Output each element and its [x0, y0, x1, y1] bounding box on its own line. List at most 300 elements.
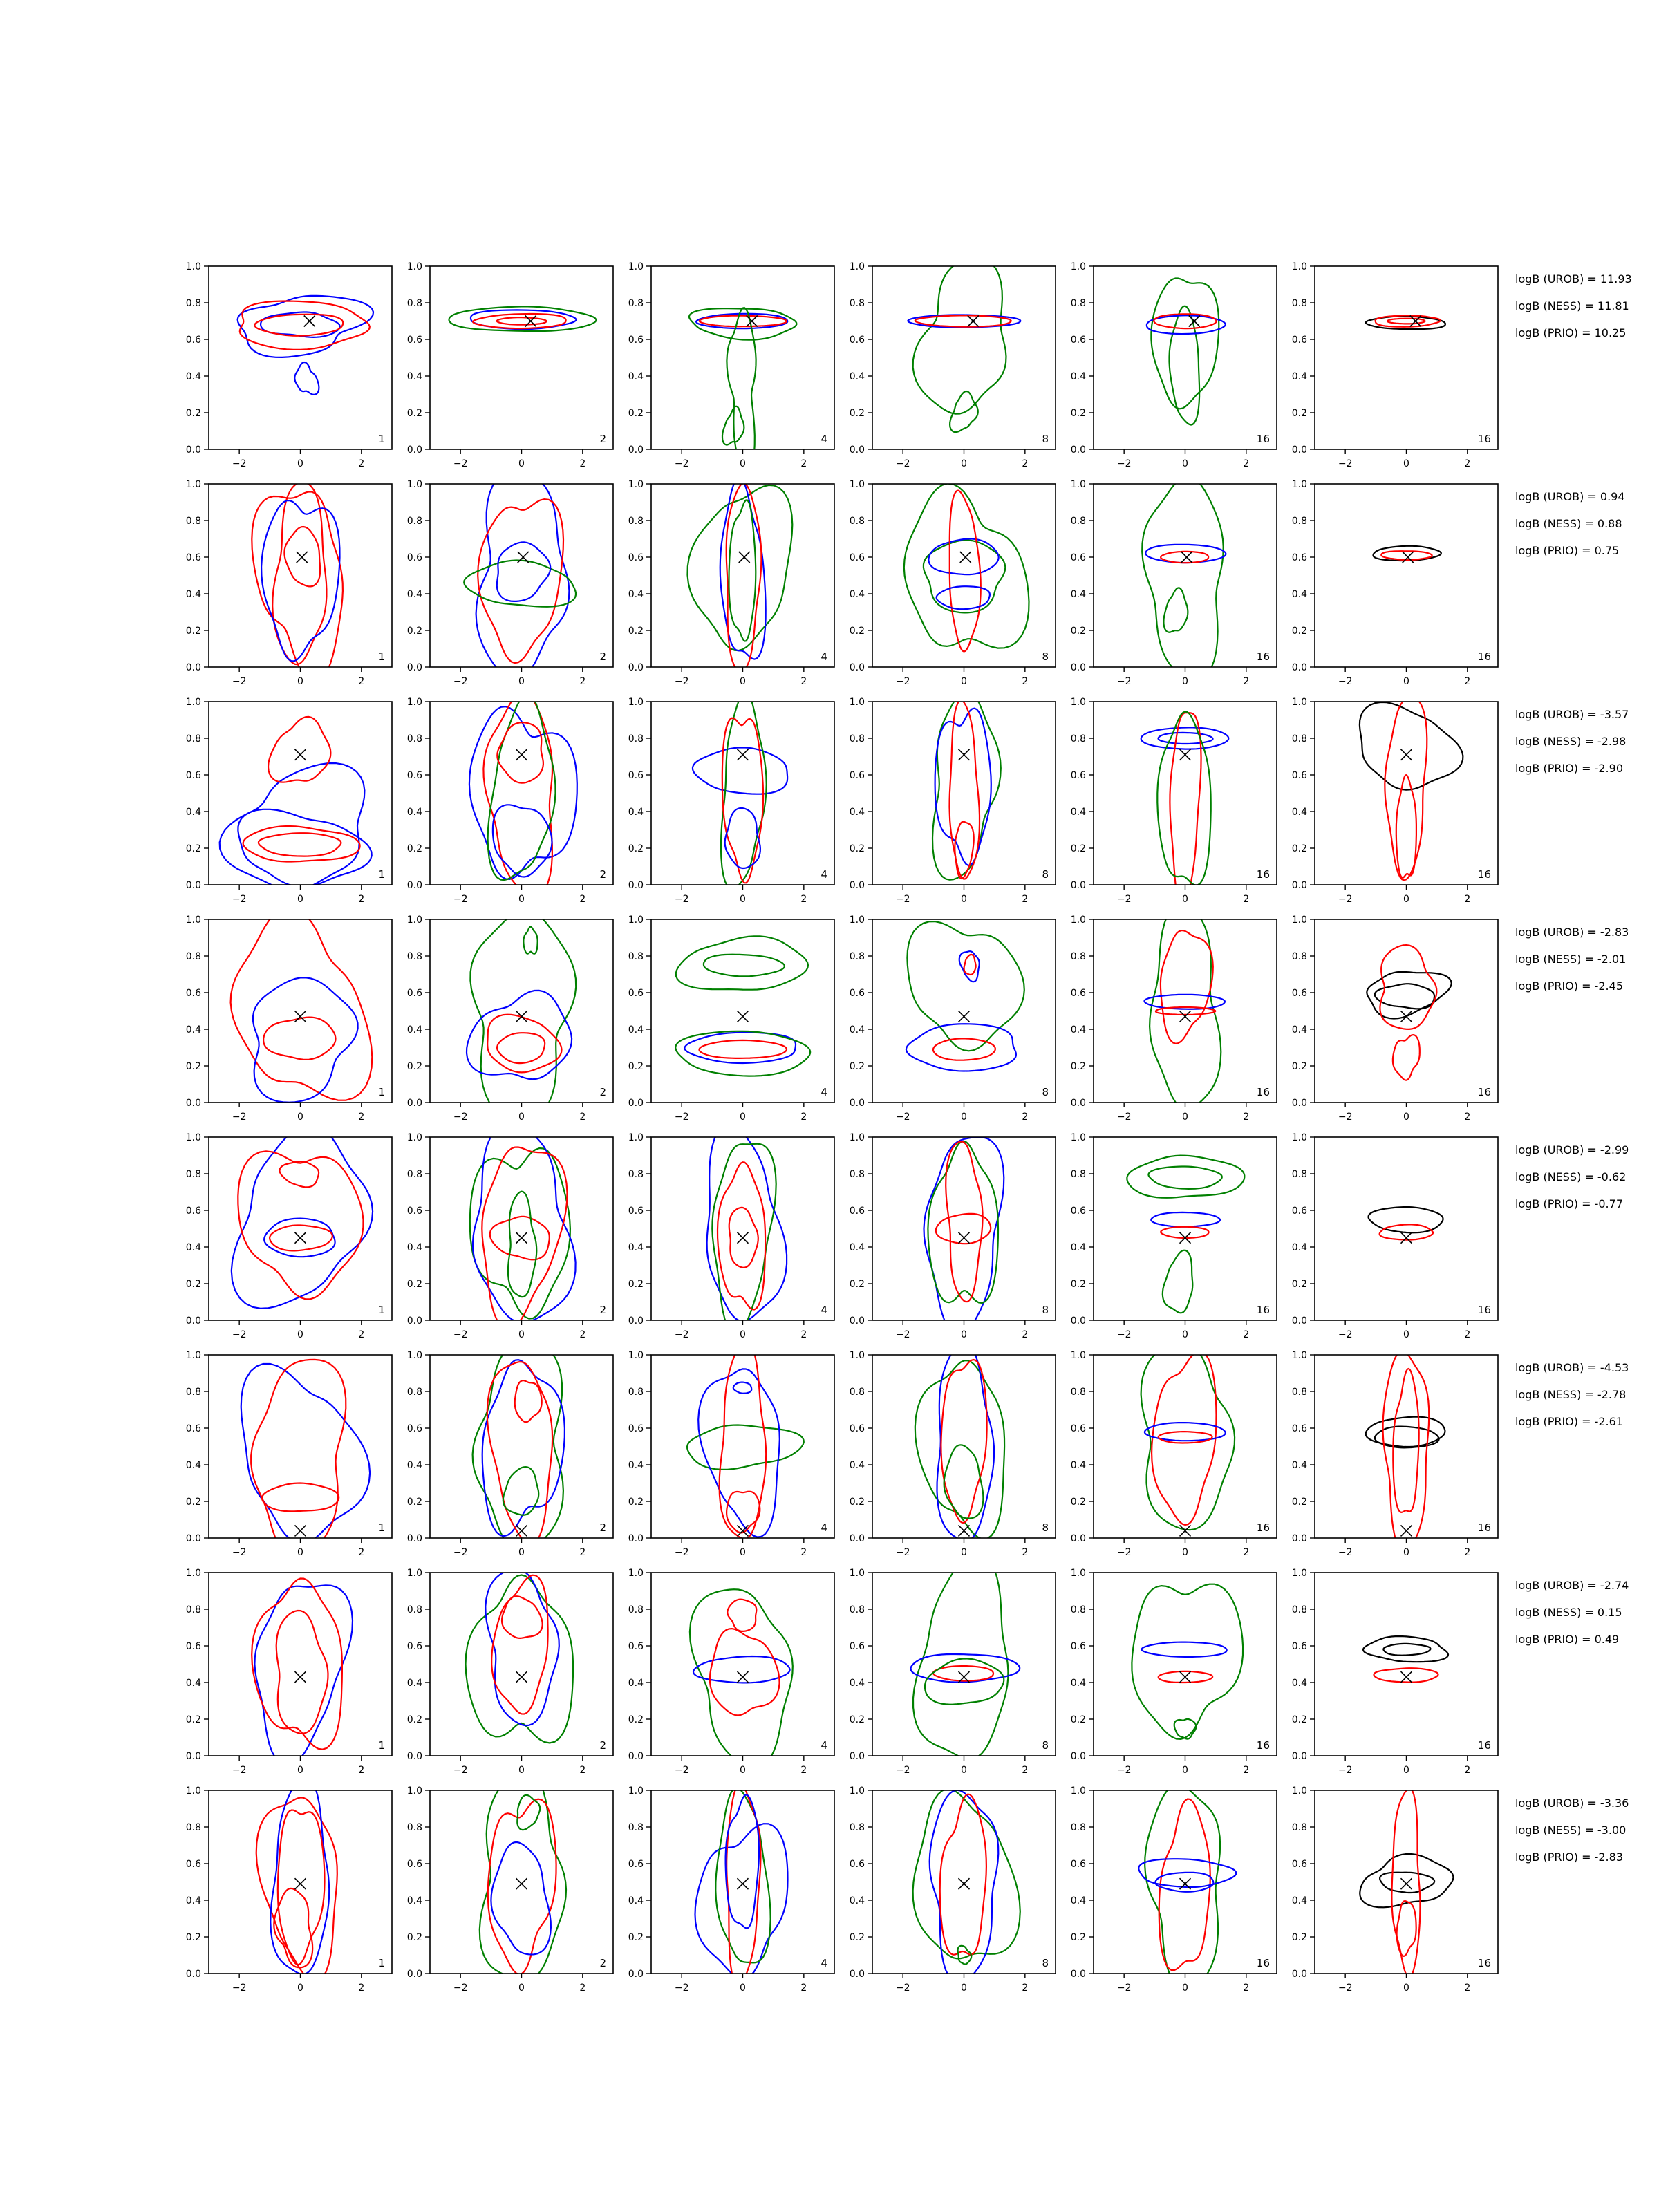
panel-r5-c4: [850, 1132, 1056, 1340]
y-tick-label: 0.8: [185, 733, 201, 744]
x-tick-label: −2: [453, 1112, 468, 1123]
y-tick-label: 0.2: [1070, 1061, 1086, 1072]
panel-count-label: 2: [599, 1957, 606, 1969]
y-tick-label: 1.0: [628, 915, 644, 926]
y-tick-label: 0.2: [1070, 626, 1086, 637]
y-tick-label: 0.6: [406, 770, 422, 781]
panel-frame: [1315, 919, 1498, 1103]
y-tick-label: 1.0: [185, 1568, 201, 1579]
contour-group: [1363, 1636, 1448, 1683]
contour-line: [1154, 314, 1216, 328]
y-tick-label: 1.0: [185, 261, 201, 272]
y-tick-label: 0.0: [1070, 1969, 1086, 1980]
y-tick-label: 0.8: [185, 298, 201, 309]
y-tick-label: 0.8: [406, 298, 422, 309]
y-tick-label: 0.0: [849, 1969, 865, 1980]
truth-marker: [959, 749, 970, 760]
x-tick-label: 2: [1243, 1547, 1250, 1558]
y-tick-label: 0.0: [1291, 1751, 1307, 1762]
contour-group: [252, 482, 343, 682]
y-tick-label: 0.4: [628, 807, 644, 818]
contour-line: [1170, 713, 1201, 909]
y-tick-label: 0.8: [185, 1387, 201, 1398]
y-tick-label: 0.2: [628, 1932, 644, 1943]
contour-line: [1383, 1644, 1430, 1656]
y-tick-label: 0.0: [1070, 1751, 1086, 1762]
y-tick-label: 0.4: [1291, 1242, 1307, 1253]
panel-count-label: 4: [821, 1086, 827, 1098]
y-tick-label: 0.4: [628, 371, 644, 382]
contour-line: [467, 991, 572, 1079]
contour-line: [946, 1141, 982, 1302]
contour-group: [1138, 1785, 1236, 1989]
x-tick-label: 2: [1243, 1112, 1250, 1123]
contour-group: [231, 908, 373, 1103]
panel-count-label: 2: [599, 650, 606, 663]
x-tick-label: −2: [232, 1112, 247, 1123]
x-tick-label: 2: [358, 1983, 365, 1994]
y-tick-label: 0.8: [1070, 951, 1086, 962]
panel-r8-c5: [1071, 1785, 1277, 1994]
panel-r1-c2: [407, 261, 613, 469]
panel-count-label: 2: [599, 868, 606, 881]
x-tick-label: 2: [579, 1765, 586, 1776]
panel-r5-c6: [1292, 1132, 1498, 1340]
contour-line: [276, 1611, 328, 1734]
y-tick-label: 0.2: [185, 626, 201, 637]
panel-frame: [1094, 1573, 1277, 1756]
truth-marker: [747, 316, 758, 327]
contour-line: [933, 1666, 993, 1681]
y-tick-label: 0.4: [406, 1242, 422, 1253]
y-tick-label: 0.8: [1291, 1604, 1307, 1615]
contour-group: [1360, 698, 1463, 881]
x-tick-label: 2: [1022, 1112, 1029, 1123]
panel-r1-c1: [186, 261, 392, 469]
y-tick-label: 0.4: [406, 1024, 422, 1035]
y-tick-label: 0.4: [185, 1678, 201, 1689]
contour-line: [280, 1161, 319, 1187]
contour-line: [503, 1467, 539, 1515]
y-tick-label: 0.6: [406, 988, 422, 999]
y-tick-label: 0.4: [1070, 1460, 1086, 1471]
x-tick-label: −2: [232, 1547, 247, 1558]
panel-frame: [651, 1790, 834, 1974]
truth-marker: [1180, 749, 1191, 760]
y-tick-label: 0.8: [1070, 1387, 1086, 1398]
x-tick-label: 2: [800, 1765, 807, 1776]
y-tick-label: 0.0: [185, 1969, 201, 1980]
truth-marker: [739, 552, 750, 563]
x-tick-label: −2: [1338, 1983, 1353, 1994]
y-tick-label: 0.0: [628, 880, 644, 891]
contour-group: [924, 1137, 1004, 1335]
truth-marker: [738, 749, 749, 760]
y-tick-label: 1.0: [849, 915, 865, 926]
panel-frame: [1315, 266, 1498, 449]
y-tick-label: 0.0: [849, 1098, 865, 1109]
contour-line: [476, 472, 570, 679]
y-tick-label: 0.2: [185, 843, 201, 854]
y-tick-label: 0.8: [849, 951, 865, 962]
contour-line: [497, 542, 550, 601]
y-tick-label: 0.8: [185, 516, 201, 527]
contour-line: [1141, 1342, 1235, 1530]
y-tick-label: 0.6: [849, 988, 865, 999]
x-tick-label: 2: [358, 1112, 365, 1123]
x-tick-label: −2: [453, 1983, 468, 1994]
truth-marker: [295, 1671, 306, 1683]
panel-count-label: 4: [821, 433, 827, 445]
y-tick-label: 0.0: [1291, 1098, 1307, 1109]
truth-marker: [738, 1878, 749, 1889]
panel-r1-c5: [1071, 261, 1277, 469]
y-tick-label: 0.6: [628, 770, 644, 781]
y-tick-label: 0.8: [1291, 1169, 1307, 1180]
x-tick-label: 2: [800, 676, 807, 687]
y-tick-label: 1.0: [1070, 1132, 1086, 1143]
y-tick-label: 0.4: [628, 1895, 644, 1906]
y-tick-label: 0.8: [1291, 516, 1307, 527]
logb-annotation: logB (NESS) = 0.15: [1515, 1606, 1622, 1619]
y-tick-label: 0.4: [406, 371, 422, 382]
x-tick-label: −2: [1116, 1765, 1132, 1776]
contour-group: [1132, 1584, 1243, 1739]
x-tick-label: −2: [674, 894, 689, 905]
y-tick-label: 0.6: [406, 552, 422, 563]
x-tick-label: 2: [1464, 1329, 1471, 1340]
y-tick-label: 0.2: [406, 1714, 422, 1725]
x-tick-label: 0: [518, 1765, 525, 1776]
y-tick-label: 0.2: [1291, 1932, 1307, 1943]
y-tick-label: 1.0: [406, 261, 422, 272]
y-tick-label: 0.4: [1291, 1460, 1307, 1471]
x-tick-label: 0: [740, 676, 746, 687]
y-tick-label: 0.2: [1291, 408, 1307, 419]
y-tick-label: 0.0: [185, 1098, 201, 1109]
contour-line: [1363, 1636, 1448, 1662]
y-tick-label: 1.0: [406, 697, 422, 708]
x-tick-label: 2: [579, 1547, 586, 1558]
y-tick-label: 0.6: [185, 1859, 201, 1870]
y-tick-label: 0.8: [628, 951, 644, 962]
y-tick-label: 0.8: [406, 1604, 422, 1615]
truth-marker: [295, 1878, 306, 1889]
x-tick-label: −2: [1338, 894, 1353, 905]
contour-line: [733, 1382, 752, 1394]
x-tick-label: 0: [518, 676, 525, 687]
contour-group: [256, 1777, 337, 1982]
panel-r6-c4: [850, 1343, 1056, 1558]
panel-count-label: 1: [378, 650, 385, 663]
x-tick-label: −2: [674, 1983, 689, 1994]
y-tick-label: 0.6: [1291, 1423, 1307, 1434]
panel-r6-c2: [407, 1341, 613, 1558]
panel-r7-c2: [407, 1568, 613, 1776]
y-tick-label: 1.0: [406, 1785, 422, 1797]
panel-r1-c4: [850, 257, 1056, 469]
y-tick-label: 1.0: [849, 479, 865, 490]
y-tick-label: 0.0: [628, 1098, 644, 1109]
panel-frame: [1094, 1790, 1277, 1974]
y-tick-label: 0.6: [1291, 1859, 1307, 1870]
y-tick-label: 0.0: [406, 444, 422, 456]
panel-r7-c1: [186, 1568, 392, 1776]
y-tick-label: 0.0: [185, 880, 201, 891]
contour-line: [470, 1148, 570, 1319]
panel-r5-c3: [628, 1125, 834, 1340]
y-tick-label: 0.2: [1070, 1714, 1086, 1725]
panel-r8-c4: [850, 1785, 1056, 1994]
y-tick-label: 0.8: [185, 1169, 201, 1180]
contour-line: [913, 1789, 1020, 1958]
y-tick-label: 0.4: [849, 1678, 865, 1689]
contour-line: [251, 1360, 346, 1560]
panel-frame: [209, 266, 392, 449]
y-tick-label: 0.0: [628, 662, 644, 673]
y-tick-label: 0.4: [628, 589, 644, 600]
y-tick-label: 0.2: [628, 408, 644, 419]
x-tick-label: 0: [740, 894, 746, 905]
y-tick-label: 0.6: [628, 1423, 644, 1434]
y-tick-label: 0.4: [628, 1460, 644, 1471]
x-tick-label: 2: [1464, 458, 1471, 469]
y-tick-label: 0.2: [185, 1279, 201, 1290]
x-tick-label: 0: [740, 1983, 746, 1994]
truth-marker: [295, 1232, 306, 1244]
panel-count-label: 16: [1256, 650, 1270, 663]
contour-group: [915, 1343, 1004, 1541]
contour-line: [950, 700, 980, 879]
contour-group: [220, 717, 372, 890]
y-tick-label: 0.6: [185, 1423, 201, 1434]
y-tick-label: 0.0: [406, 1533, 422, 1544]
y-tick-label: 0.6: [849, 1206, 865, 1217]
y-tick-label: 0.2: [406, 843, 422, 854]
contour-line: [915, 315, 1011, 326]
contour-line: [238, 809, 371, 887]
panel-r2-c5: [1071, 477, 1277, 688]
logb-annotation: logB (NESS) = -2.78: [1515, 1388, 1627, 1401]
x-tick-label: 0: [297, 1329, 303, 1340]
contour-line: [473, 1123, 576, 1323]
y-tick-label: 0.2: [628, 626, 644, 637]
contour-group: [693, 693, 787, 890]
contour-line: [1163, 588, 1188, 632]
contour-line: [1393, 1035, 1420, 1080]
y-tick-label: 0.4: [185, 1024, 201, 1035]
y-tick-label: 0.6: [849, 335, 865, 346]
y-tick-label: 1.0: [406, 1350, 422, 1361]
x-tick-label: 0: [518, 458, 525, 469]
y-tick-label: 0.4: [185, 807, 201, 818]
y-tick-label: 1.0: [1291, 479, 1307, 490]
x-tick-label: −2: [895, 458, 910, 469]
truth-marker: [959, 1232, 970, 1244]
y-tick-label: 0.4: [1070, 1895, 1086, 1906]
truth-marker: [1401, 1671, 1412, 1683]
contour-line: [937, 1343, 995, 1541]
x-tick-label: 0: [1403, 1329, 1409, 1340]
y-tick-label: 0.2: [406, 1497, 422, 1508]
y-tick-label: 0.2: [1070, 1497, 1086, 1508]
y-tick-label: 0.4: [849, 589, 865, 600]
contour-group: [241, 1360, 370, 1560]
contour-line: [294, 362, 319, 395]
y-tick-label: 0.0: [185, 1533, 201, 1544]
y-tick-label: 1.0: [628, 1568, 644, 1579]
x-tick-label: −2: [895, 1983, 910, 1994]
x-tick-label: 0: [1403, 1765, 1409, 1776]
truth-marker: [1180, 1011, 1191, 1022]
y-tick-label: 0.0: [1070, 880, 1086, 891]
contour-line: [1161, 552, 1208, 563]
panel-r2-c1: [186, 479, 392, 687]
contour-line: [238, 296, 373, 357]
panel-count-label: 2: [599, 1086, 606, 1098]
x-tick-label: −2: [453, 1765, 468, 1776]
panel-count-label: 4: [821, 868, 827, 881]
contour-line: [274, 1888, 312, 1967]
y-tick-label: 0.6: [1070, 1641, 1086, 1652]
contour-line: [695, 1824, 788, 1979]
panel-count-label: 8: [1042, 433, 1049, 445]
contour-line: [1141, 727, 1229, 749]
y-tick-label: 0.8: [628, 1387, 644, 1398]
x-tick-label: 2: [800, 894, 807, 905]
contour-line: [1393, 1369, 1418, 1512]
y-tick-label: 1.0: [1070, 1568, 1086, 1579]
panel-count-label: 16: [1477, 1086, 1491, 1098]
y-tick-label: 0.6: [185, 988, 201, 999]
y-tick-label: 0.8: [406, 951, 422, 962]
contour-line: [928, 1141, 998, 1303]
contour-group: [911, 1553, 1020, 1759]
contour-line: [1161, 1227, 1208, 1238]
y-tick-label: 0.6: [1291, 988, 1307, 999]
contour-line: [231, 908, 373, 1100]
contour-line: [1360, 702, 1463, 790]
x-tick-label: −2: [1116, 1112, 1132, 1123]
logb-annotation: logB (PRIO) = 0.75: [1515, 544, 1620, 557]
x-tick-label: −2: [674, 1547, 689, 1558]
y-tick-label: 0.0: [1070, 1315, 1086, 1327]
y-tick-label: 0.0: [849, 444, 865, 456]
panel-count-label: 8: [1042, 650, 1049, 663]
x-tick-label: 0: [1403, 458, 1409, 469]
y-tick-label: 0.4: [406, 1895, 422, 1906]
panel-frame: [209, 1790, 392, 1974]
y-tick-label: 0.2: [1070, 1932, 1086, 1943]
truth-marker: [516, 749, 527, 760]
y-tick-label: 0.4: [1291, 1895, 1307, 1906]
y-tick-label: 0.0: [1291, 444, 1307, 456]
y-tick-label: 1.0: [1070, 479, 1086, 490]
y-tick-label: 0.2: [1070, 843, 1086, 854]
y-tick-label: 0.8: [1070, 733, 1086, 744]
y-tick-label: 0.4: [849, 1460, 865, 1471]
x-tick-label: −2: [674, 676, 689, 687]
y-tick-label: 0.8: [1291, 298, 1307, 309]
y-tick-label: 0.2: [406, 1932, 422, 1943]
x-tick-label: −2: [1116, 1547, 1132, 1558]
contour-group: [449, 306, 597, 331]
panel-frame: [430, 1790, 613, 1974]
x-tick-label: 2: [579, 1112, 586, 1123]
x-tick-label: 2: [358, 676, 365, 687]
logb-annotation: logB (NESS) = -2.98: [1515, 735, 1627, 748]
panel-r2-c6: [1292, 479, 1498, 687]
contour-line: [497, 317, 547, 324]
contour-line: [1142, 1642, 1227, 1657]
x-tick-label: 2: [358, 458, 365, 469]
y-tick-label: 1.0: [185, 1132, 201, 1143]
panel-count-label: 1: [378, 1957, 385, 1969]
x-tick-label: 0: [1182, 676, 1188, 687]
y-tick-label: 0.8: [1070, 516, 1086, 527]
y-tick-label: 0.8: [406, 516, 422, 527]
y-tick-label: 0.6: [1291, 1641, 1307, 1652]
x-tick-label: −2: [453, 894, 468, 905]
logb-annotation: logB (PRIO) = -0.77: [1515, 1197, 1623, 1210]
panel-r7-c3: [628, 1568, 834, 1776]
y-tick-label: 0.0: [185, 1315, 201, 1327]
truth-marker: [516, 1525, 527, 1536]
y-tick-label: 1.0: [628, 1350, 644, 1361]
contour-group: [904, 484, 1029, 652]
contour-line: [1174, 1719, 1197, 1739]
x-tick-label: 2: [358, 1329, 365, 1340]
y-tick-label: 1.0: [849, 1132, 865, 1143]
contour-group: [1141, 711, 1229, 909]
contour-group: [1369, 1207, 1443, 1240]
contour-group: [906, 921, 1024, 1071]
y-tick-label: 0.4: [1291, 589, 1307, 600]
truth-marker: [1180, 1525, 1191, 1536]
y-tick-label: 1.0: [628, 697, 644, 708]
x-tick-label: 0: [740, 1329, 746, 1340]
x-tick-label: 0: [518, 1112, 525, 1123]
panel-r8-c1: [186, 1777, 392, 1994]
y-tick-label: 0.6: [628, 988, 644, 999]
logb-annotation: logB (UROB) = 11.93: [1515, 272, 1632, 285]
y-tick-label: 0.2: [406, 1061, 422, 1072]
x-tick-label: 0: [297, 1983, 303, 1994]
y-tick-label: 0.6: [628, 335, 644, 346]
panel-r4-c6: [1292, 915, 1498, 1123]
panel-r3-c1: [186, 697, 392, 905]
contour-group: [469, 693, 577, 897]
contour-line: [1387, 319, 1425, 324]
panel-r6-c6: [1292, 1350, 1498, 1558]
y-tick-label: 0.0: [1070, 1098, 1086, 1109]
panel-frame: [1315, 702, 1498, 885]
panel-r2-c2: [407, 472, 613, 688]
x-tick-label: 2: [800, 458, 807, 469]
y-tick-label: 0.6: [1070, 1423, 1086, 1434]
x-tick-label: 2: [1022, 1765, 1029, 1776]
contour-line: [232, 1125, 373, 1309]
contour-line: [944, 1445, 984, 1518]
contour-group: [1142, 477, 1226, 681]
x-tick-label: −2: [232, 1329, 247, 1340]
y-tick-label: 1.0: [185, 479, 201, 490]
y-tick-label: 1.0: [1291, 1785, 1307, 1797]
y-tick-label: 0.6: [185, 552, 201, 563]
y-tick-label: 0.6: [406, 1641, 422, 1652]
contour-line: [1151, 279, 1219, 409]
truth-marker: [959, 1011, 970, 1022]
